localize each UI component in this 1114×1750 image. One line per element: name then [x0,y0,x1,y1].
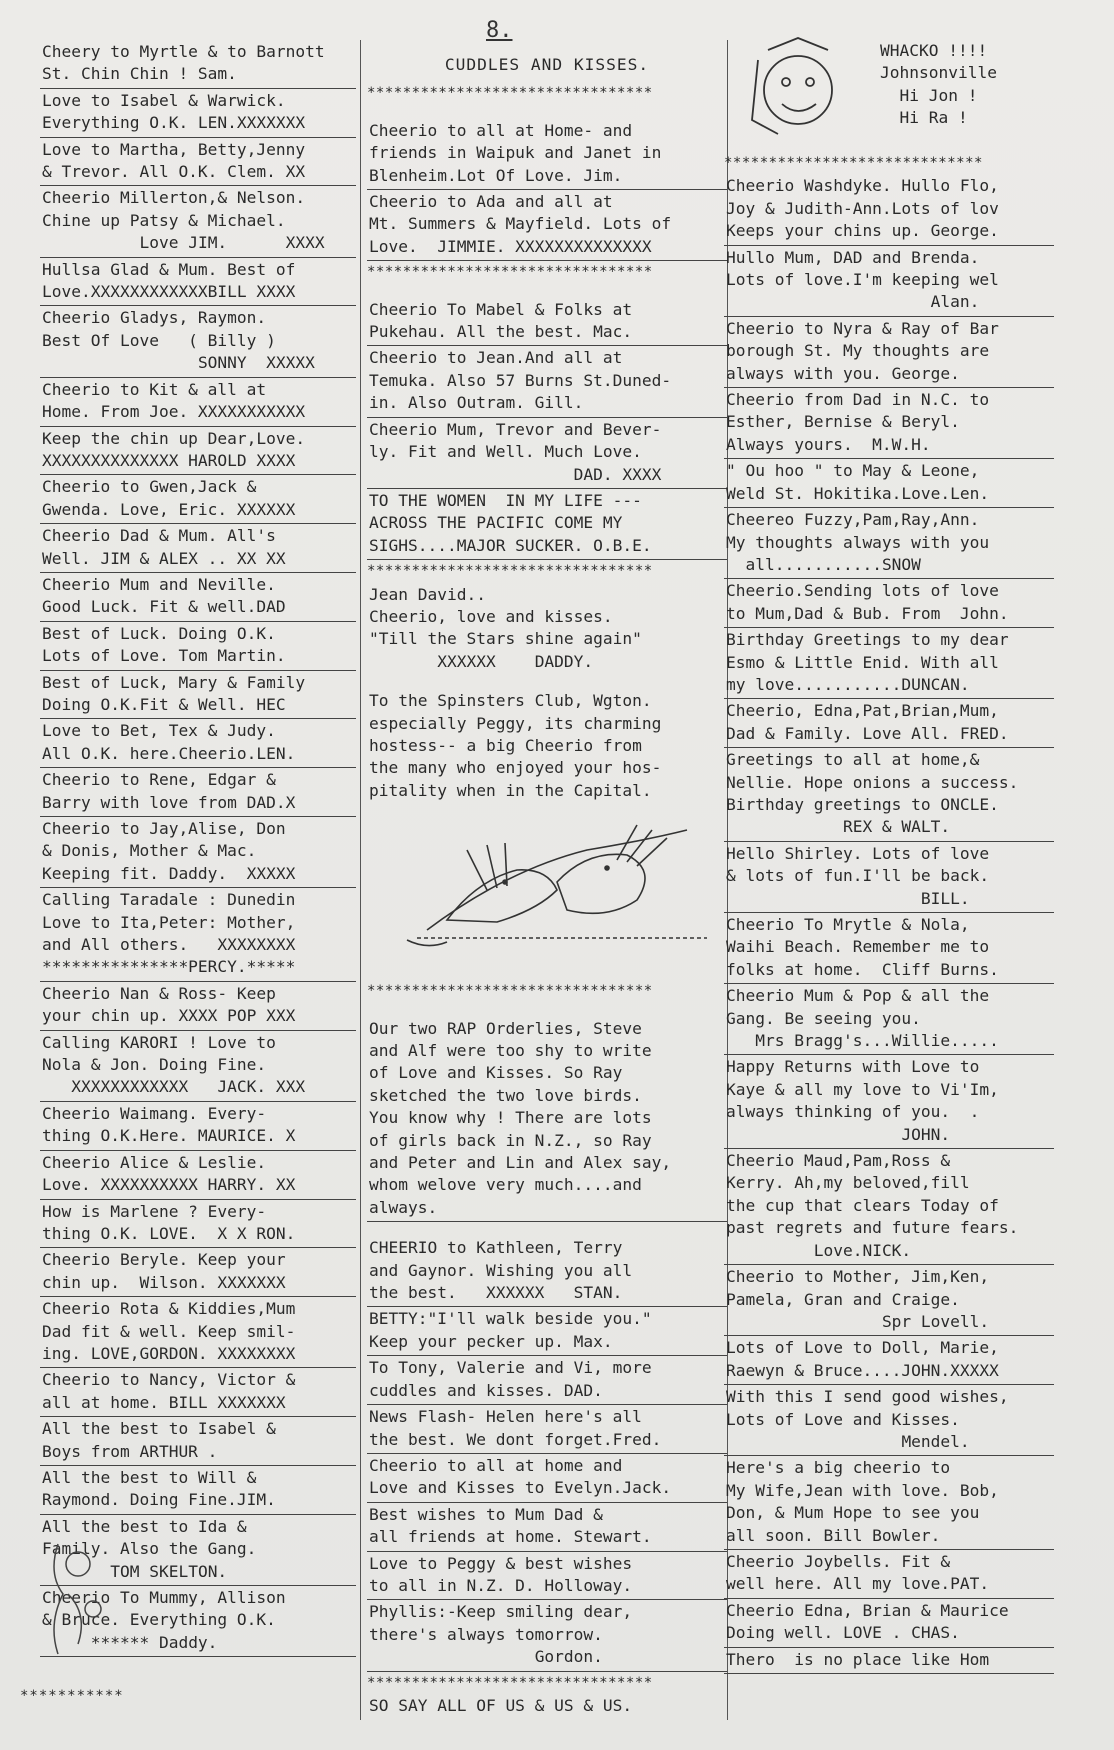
message-item: Love to Bet, Tex & Judy. All O.K. here.Cheerio.LEN. [40,719,356,768]
star-divider: ******************************** [367,983,653,1000]
left-column [40,40,356,1657]
doodle-sketch-icon [38,1534,118,1664]
message-item: Cheerio Mum & Pop & all the Gang. Be seeing you. Mrs Bragg's...Willie..... [724,984,1054,1055]
message-item: Here's a big cheerio to My Wife,Jean with love. Bob, Don, & Mum Hope to see you all soon. Bill Bowler. [724,1456,1054,1550]
star-divider: ******************************** [367,85,653,102]
message-item: Cheerio to Gwen,Jack & Gwenda. Love, Eric. XXXXXX [40,475,356,524]
message-item: Greetings to all at home,& Nellie. Hope onions a success. Birthday greetings to ONCLE. REX & WALT. [724,748,1054,842]
message-item: Cheerio Millerton,& Nelson. Chine up Patsy & Michael. Love JIM. XXXX [40,186,356,257]
right-column [724,152,1054,1674]
message-item: Thero is no place like Hom [724,1648,1054,1674]
message-item: Cheerio Gladys, Raymon. Best Of Love ( Billy ) SONNY XXXXX [40,306,356,377]
message-item: Cheerio to Jay,Alise, Don & Donis, Mother & Mac. Keeping fit. Daddy. XXXXX [40,817,356,888]
star-divider: ***************************** [724,155,983,171]
message-orderlies: Our two RAP Orderlies, Steve and Alf were too shy to write of Love and Kisses. So Ray sketched the two love birds. You know why ! There are lots of girls back in N.Z., so Ray and Peter and Lin and Alex say, whom welove very much....and always. [367,1017,727,1223]
message-item: Keep the chin up Dear,Love. XXXXXXXXXXXXXX HAROLD XXXX [40,427,356,476]
message-item: Cheerio To Mummy, Allison & Bruce. Everything O.K. ****** Daddy. [40,1586,356,1657]
message-item: Cheereo Fuzzy,Pam,Ray,Ann. My thoughts always with you all...........SNOW [724,508,1054,579]
message-item: Calling Taradale : Dunedin Love to Ita,Peter: Mother, and All others. XXXXXXXX ***************PERCY.***** [40,888,356,982]
whacko-greeting: WHACKO !!!! Johnsonville Hi Jon ! Hi Ra ! [880,41,997,128]
message-item: Cheerio to all at Home- and friends in Waipuk and Janet in Blenheim.Lot Of Love. Jim. [367,119,727,190]
middle-column [360,40,728,1720]
message-item: With this I send good wishes, Lots of Love and Kisses. Mendel. [724,1385,1054,1456]
message-item: Cheerio Maud,Pam,Ross & Kerry. Ah,my beloved,fill the cup that clears Today of past regrets and future fears. Love.NICK. [724,1149,1054,1265]
message-spinsters: To the Spinsters Club, Wgton. especially Peggy, its charming hostess-- a big Cheerio from the many who enjoyed your hos- pitality when in the Capital. [369,691,662,800]
message-item: All the best to Ida & Family. Also the Gang. TOM SKELTON. [40,1515,356,1586]
message-item: Hullsa Glad & Mum. Best of Love.XXXXXXXXXXXXBILL XXXX [40,258,356,307]
message-item: Love to Peggy & best wishes to all in N.Z. D. Holloway. [367,1552,727,1601]
message-item: Best wishes to Mum Dad & all friends at home. Stewart. [367,1503,727,1552]
message-item: Cheerio to Mother, Jim,Ken, Pamela, Gran and Craige. Spr Lovell. [724,1265,1054,1336]
message-jean: Jean David.. Cheerio, love and kisses. "Till the Stars shine again" XXXXXX DADDY. [369,584,642,671]
message-item: Lots of Love to Doll, Marie, Raewyn & Bruce....JOHN.XXXXX [724,1336,1054,1385]
message-item: All the best to Isabel & Boys from ARTHUR . [40,1417,356,1466]
message-item: Cheery to Myrtle & to Barnott St. Chin Chin ! Sam. [40,40,356,89]
message-item: To Tony, Valerie and Vi, more cuddles and kisses. DAD. [367,1356,727,1405]
message-item: Best of Luck, Mary & Family Doing O.K.Fit & Well. HEC [40,671,356,720]
message-item: Best of Luck. Doing O.K. Lots of Love. Tom Martin. [40,622,356,671]
message-item: How is Marlene ? Every- thing O.K. LOVE. X X RON. [40,1200,356,1249]
message-item: Cheerio to all at home and Love and Kisses to Evelyn.Jack. [367,1454,727,1503]
section-heading: CUDDLES AND KISSES. [444,55,650,74]
message-item: Cheerio to Jean.And all at Temuka. Also 57 Burns St.Duned- in. Also Outram. Gill. [367,346,727,417]
message-item: Cheerio to Rene, Edgar & Barry with love from DAD.X [40,768,356,817]
message-item: Birthday Greetings to my dear Esmo & Little Enid. With all my love...........DUNCAN. [724,628,1054,699]
message-item: Cheerio, Edna,Pat,Brian,Mum, Dad & Family. Love All. FRED. [724,699,1054,748]
message-item: Cheerio Beryle. Keep your chin up. Wilson. XXXXXXX [40,1248,356,1297]
message-item: Phyllis:-Keep smiling dear, there's always tomorrow. Gordon. [367,1600,727,1671]
star-divider: ******************************** [367,264,653,281]
message-item: Cheerio from Dad in N.C. to Esther, Bernise & Beryl. Always yours. M.W.H. [724,388,1054,459]
message-item: Cheerio to Ada and all at Mt. Summers & Mayfield. Lots of Love. JIMMIE. XXXXXXXXXXXXXX [367,190,727,261]
message-item: CHEERIO to Kathleen, Terry and Gaynor. Wishing you all the best. XXXXXX STAN. [367,1236,727,1307]
message-item: Cheerio Rota & Kiddies,Mum Dad fit & well. Keep smil- ing. LOVE,GORDON. XXXXXXXX [40,1297,356,1368]
message-item: Cheerio to Kit & all at Home. From Joe. XXXXXXXXXXX [40,378,356,427]
message-item: Cheerio Waimang. Every- thing O.K.Here. MAURICE. X [40,1102,356,1151]
love-birds-sketch-icon [387,810,707,980]
message-item: TO THE WOMEN IN MY LIFE --- ACROSS THE PACIFIC COME MY SIGHS....MAJOR SUCKER. O.B.E. [367,489,727,560]
message-item: Cheerio Nan & Ross- Keep your chin up. XXXX POP XXX [40,982,356,1031]
message-item: All the best to Will & Raymond. Doing Fine.JIM. [40,1466,356,1515]
message-item: Cheerio.Sending lots of love to Mum,Dad & Bub. From John. [724,579,1054,628]
message-item: Cheerio to Nyra & Ray of Bar borough St. My thoughts are always with you. George. [724,317,1054,388]
message-item: Cheerio Mum, Trevor and Bever- ly. Fit and Well. Much Love. DAD. XXXX [367,418,727,489]
message-item: Cheerio To Mrytle & Nola, Waihi Beach. Remember me to folks at home. Cliff Burns. [724,913,1054,984]
message-item: Cheerio Dad & Mum. All's Well. JIM & ALEX .. XX XX [40,524,356,573]
message-item: Hullo Mum, DAD and Brenda. Lots of love.I'm keeping wel Alan. [724,246,1054,317]
cartoon-face-icon [738,30,848,140]
footer-stars: *********** [20,1688,124,1704]
message-item: Cheerio Mum and Neville. Good Luck. Fit & well.DAD [40,573,356,622]
message-item: BETTY:"I'll walk beside you." Keep your pecker up. Max. [367,1307,727,1356]
message-item: News Flash- Helen here's all the best. We dont forget.Fred. [367,1405,727,1454]
message-item: Happy Returns with Love to Kaye & all my love to Vi'Im, always thinking of you. . JOHN. [724,1055,1054,1149]
message-item: Cheerio Joybells. Fit & well here. All my love.PAT. [724,1550,1054,1599]
message-item: Hello Shirley. Lots of love & lots of fun.I'll be back. BILL. [724,842,1054,913]
star-divider: ******************************** [367,1674,653,1691]
message-item: Cheerio Alice & Leslie. Love. XXXXXXXXXX HARRY. XX [40,1151,356,1200]
message-item: " Ou hoo " to May & Leone, Weld St. Hokitika.Love.Len. [724,459,1054,508]
message-item: Calling KARORI ! Love to Nola & Jon. Doing Fine. XXXXXXXXXXXX JACK. XXX [40,1031,356,1102]
message-item: Cheerio Edna, Brian & Maurice Doing well. LOVE . CHAS. [724,1599,1054,1648]
page-number: 8. [486,18,513,43]
message-item: Cheerio to Nancy, Victor & all at home. BILL XXXXXXX [40,1368,356,1417]
message-item: Love to Martha, Betty,Jenny & Trevor. All O.K. Clem. XX [40,138,356,187]
message-item: Cheerio To Mabel & Folks at Pukehau. All the best. Mac. [367,298,727,347]
star-divider: ******************************** [367,563,653,580]
closing-line: SO SAY ALL OF US & US & US. [369,1695,633,1715]
message-item: Love to Isabel & Warwick. Everything O.K. LEN.XXXXXXX [40,89,356,138]
message-item: Cheerio Washdyke. Hullo Flo, Joy & Judith-Ann.Lots of lov Keeps your chins up. George. [724,174,1054,245]
